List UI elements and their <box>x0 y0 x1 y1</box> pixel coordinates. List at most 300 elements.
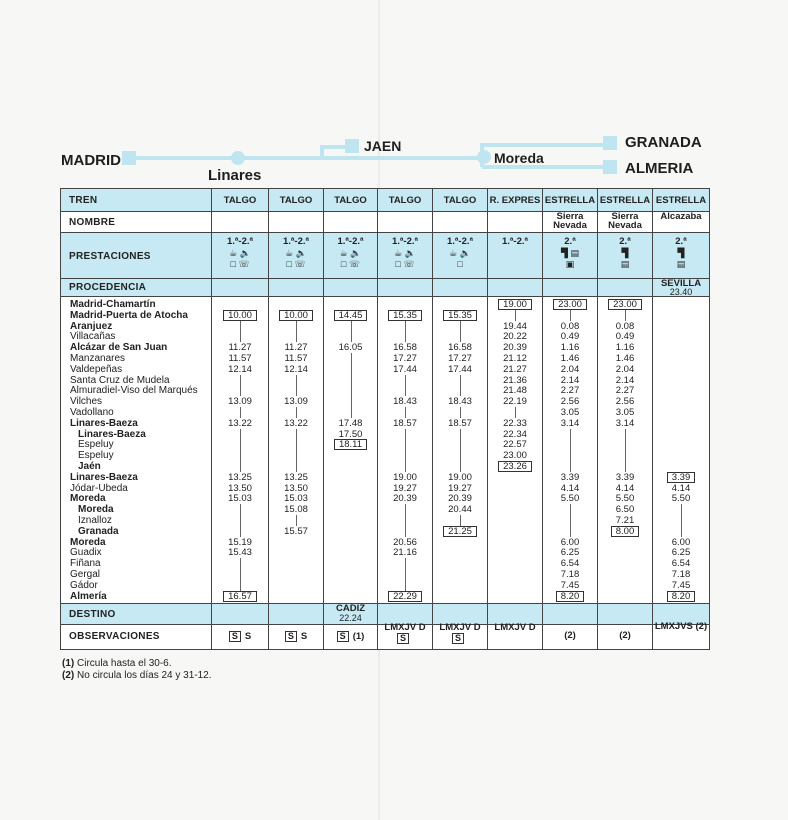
pass-through-line <box>405 504 406 536</box>
moreda-node <box>477 150 491 164</box>
time-value: 2.04 <box>615 363 635 375</box>
footnote <box>62 658 212 670</box>
time-value: 3.05 <box>560 407 580 418</box>
time-value: 6.50 <box>615 504 635 516</box>
daily-badge: S <box>452 633 464 644</box>
city-jaen: JAEN <box>364 138 402 154</box>
pass-through-line <box>460 375 461 397</box>
departure-time <box>543 591 597 602</box>
time-value: 10.00 <box>223 310 257 321</box>
route-line-main <box>122 156 482 160</box>
pass-through-line <box>296 429 297 472</box>
time-value: 19.00 <box>393 471 417 483</box>
departure-time <box>269 493 323 504</box>
departure-time <box>488 375 542 386</box>
time-value: 20.44 <box>448 504 472 516</box>
time-value: 17.27 <box>448 353 472 364</box>
time-value: 15.03 <box>284 493 308 505</box>
departure-time <box>433 483 487 494</box>
departure-time <box>598 299 652 310</box>
time-value: 2.14 <box>560 374 580 386</box>
station-name: Manzanares <box>70 353 126 364</box>
label-prestaciones: PRESTACIONES <box>69 251 151 262</box>
departure-time <box>433 526 487 537</box>
audio-icon: 🔈 <box>239 248 251 258</box>
pass-through-line <box>240 321 241 343</box>
pass-through-line <box>460 429 461 472</box>
departure-time <box>488 461 542 472</box>
departure-time <box>433 353 487 364</box>
station-name: Vadollano <box>70 407 114 418</box>
station-name: Espeluy <box>78 450 114 462</box>
observations-text: (1) <box>352 631 365 642</box>
departure-time <box>488 385 542 396</box>
column-divider <box>652 189 653 649</box>
time-value: 11.57 <box>228 353 252 364</box>
time-value: 2.27 <box>560 385 580 397</box>
train-class: 1.ª-2.ª <box>501 236 529 247</box>
time-value: 13.50 <box>228 482 252 494</box>
label-tren: TREN <box>69 195 98 206</box>
linares-node <box>231 151 245 165</box>
departure-time <box>653 537 709 548</box>
observations-text: LMXJVS (2) <box>654 621 708 632</box>
departure-time <box>212 493 268 504</box>
destination-station: CADIZ <box>335 603 366 614</box>
origin-station: SEVILLA <box>660 278 702 289</box>
departure-time <box>433 504 487 515</box>
departure-time <box>598 407 652 418</box>
station-name: Linares-Baeza <box>78 428 146 440</box>
departure-time <box>598 396 652 407</box>
time-value: 13.50 <box>284 482 308 494</box>
footnote-mark: (2) <box>62 670 75 681</box>
departure-time <box>598 353 652 364</box>
observations <box>324 631 377 642</box>
time-value: 2.56 <box>560 396 580 408</box>
daily-badge: S <box>285 631 297 642</box>
time-value: 0.49 <box>560 331 580 343</box>
phone-icon: ☏ <box>403 259 415 269</box>
bed-icon: ▜ <box>621 248 629 258</box>
departure-time <box>653 558 709 569</box>
departure-time <box>212 483 268 494</box>
time-value: 20.22 <box>503 331 527 343</box>
departure-time <box>378 396 432 407</box>
departure-time <box>324 439 377 450</box>
departure-time <box>598 385 652 396</box>
observations-text: LMXJV D <box>439 622 481 633</box>
time-value: 6.54 <box>560 558 580 570</box>
station-name: Moreda <box>70 536 106 548</box>
cafe-icon: ☕ <box>394 248 403 258</box>
column-divider <box>268 189 269 649</box>
time-value: 13.25 <box>228 471 252 483</box>
pass-through-line <box>460 321 461 343</box>
time-value: 0.08 <box>560 320 580 332</box>
time-value: 20.39 <box>448 493 472 505</box>
station-name: Vilches <box>70 396 103 408</box>
departure-time <box>324 418 377 429</box>
train-type: TALGO <box>388 195 422 206</box>
observations <box>488 623 542 633</box>
departure-time <box>212 342 268 353</box>
departure-time <box>543 342 597 353</box>
station-name: Fiñana <box>70 558 101 570</box>
departure-time <box>488 364 542 375</box>
services-icon <box>653 248 709 270</box>
station-name: Jaén <box>78 461 101 472</box>
departure-time <box>324 429 377 440</box>
timetable <box>60 188 710 650</box>
train-class: 2.ª <box>619 236 631 247</box>
station-name: Gergal <box>70 569 101 580</box>
departure-time <box>543 537 597 548</box>
departure-time <box>543 472 597 483</box>
time-value: 7.45 <box>671 579 691 591</box>
time-value: 16.05 <box>338 342 363 354</box>
services-icon <box>212 248 268 270</box>
audio-icon: 🔈 <box>459 248 471 258</box>
jaen-node <box>345 139 359 153</box>
time-value: 16.57 <box>223 591 257 602</box>
pass-through-line <box>240 429 241 472</box>
departure-time <box>269 342 323 353</box>
time-value: 11.57 <box>284 353 308 364</box>
station-name: Almuradiel-Viso del Marqués <box>70 385 198 397</box>
city-granada: GRANADA <box>625 134 702 151</box>
route-line-granada <box>480 143 606 147</box>
train-type: TALGO <box>334 195 367 206</box>
time-value: 3.39 <box>615 471 635 483</box>
time-value: 18.11 <box>334 439 367 450</box>
time-value: 5.50 <box>560 493 580 505</box>
column-divider <box>377 189 378 649</box>
pass-through-line <box>570 429 571 472</box>
time-value: 6.54 <box>671 558 691 570</box>
departure-time <box>269 364 323 375</box>
pass-through-line <box>625 310 626 321</box>
departure-time <box>212 537 268 548</box>
pass-through-line <box>405 407 406 418</box>
couchette-icon: ▤ <box>570 248 579 258</box>
pass-through-line <box>681 504 682 536</box>
observations <box>269 631 323 642</box>
train-name: Sierra Nevada <box>608 211 642 231</box>
departure-time <box>543 569 597 580</box>
departure-time <box>378 493 432 504</box>
pass-through-line <box>351 321 352 343</box>
departure-time <box>653 493 709 504</box>
column-divider <box>597 189 598 649</box>
departure-time <box>378 591 432 602</box>
observations-text: (2) <box>619 630 631 641</box>
time-value: 18.57 <box>448 417 472 429</box>
departure-time <box>269 310 323 321</box>
origin-time: 23.40 <box>669 287 693 297</box>
time-value: 22.34 <box>503 428 527 440</box>
departure-time <box>598 515 652 526</box>
departure-time <box>378 418 432 429</box>
couchette-icon: ▤ <box>676 259 686 269</box>
column-divider <box>542 189 543 649</box>
pass-through-line <box>240 407 241 418</box>
phone-icon: ☏ <box>348 259 361 269</box>
departure-time <box>433 472 487 483</box>
time-value: 23.00 <box>503 450 527 462</box>
train-type: TALGO <box>223 195 257 206</box>
train-type: R. EXPRES <box>489 195 541 206</box>
city-linares: Linares <box>208 167 262 184</box>
departure-time <box>269 418 323 429</box>
pass-through-line <box>296 515 297 526</box>
time-value: 22.57 <box>503 439 527 451</box>
time-value: 11.27 <box>284 342 308 354</box>
services-icon <box>378 248 432 270</box>
station-name: Almería <box>70 590 107 602</box>
departure-time <box>324 310 377 321</box>
departure-time <box>543 364 597 375</box>
time-value: 3.39 <box>560 471 580 483</box>
bed-icon: ▜ <box>677 248 685 258</box>
departure-time <box>488 331 542 342</box>
time-value: 2.56 <box>615 396 635 408</box>
departure-time <box>433 342 487 353</box>
observations <box>598 631 652 641</box>
services-icon <box>598 248 652 270</box>
station-name: Gádor <box>70 579 98 591</box>
station-name: Iznalloz <box>78 515 112 526</box>
departure-time <box>488 342 542 353</box>
time-value: 1.16 <box>615 342 635 354</box>
cafe-icon: ☕ <box>449 248 458 258</box>
services-icon <box>324 248 377 270</box>
departure-time <box>488 429 542 440</box>
time-value: 7.45 <box>560 579 580 591</box>
time-value: 7.18 <box>671 569 691 580</box>
time-value: 21.25 <box>443 526 477 537</box>
pass-through-line <box>296 407 297 418</box>
phone-icon: ☏ <box>238 259 250 269</box>
daily-badge: S <box>397 633 409 644</box>
departure-time <box>598 331 652 342</box>
city-moreda: Moreda <box>494 150 544 166</box>
audio-icon: 🔈 <box>404 248 416 258</box>
departure-time <box>433 418 487 429</box>
city-madrid: MADRID <box>61 152 121 169</box>
time-value: 15.35 <box>443 310 477 321</box>
time-value: 17.44 <box>448 363 472 375</box>
time-value: 15.35 <box>388 310 422 321</box>
station-name: Moreda <box>78 504 114 516</box>
departure-time <box>433 396 487 407</box>
time-value: 13.09 <box>228 396 252 408</box>
time-value: 4.14 <box>671 482 691 494</box>
footnotes <box>62 658 212 682</box>
departure-time <box>543 547 597 558</box>
departure-time <box>378 472 432 483</box>
departure-time <box>543 375 597 386</box>
video-icon: □ <box>230 259 236 269</box>
time-value: 20.39 <box>393 493 417 505</box>
departure-time <box>488 439 542 450</box>
time-value: 1.46 <box>560 353 580 364</box>
time-value: 2.14 <box>615 374 635 386</box>
time-value: 6.25 <box>560 547 580 559</box>
departure-time <box>378 364 432 375</box>
station-name: Valdepeñas <box>70 363 123 375</box>
pass-through-line <box>405 429 406 472</box>
time-value: 23.00 <box>608 299 642 310</box>
pass-through-line <box>240 375 241 397</box>
time-value: 4.14 <box>615 482 635 494</box>
pass-through-line <box>240 558 241 590</box>
departure-time <box>488 353 542 364</box>
time-value: 11.27 <box>228 342 252 354</box>
time-value: 10.00 <box>279 310 313 321</box>
time-value: 19.44 <box>503 320 527 332</box>
pass-through-line <box>405 321 406 343</box>
departure-time <box>543 353 597 364</box>
departure-time <box>212 396 268 407</box>
departure-time <box>653 483 709 494</box>
departure-time <box>212 472 268 483</box>
time-value: 12.14 <box>284 363 308 375</box>
departure-time <box>543 558 597 569</box>
video-icon: □ <box>340 259 347 269</box>
time-value: 3.05 <box>615 407 635 418</box>
observations <box>653 622 709 632</box>
departure-time <box>269 396 323 407</box>
departure-time <box>378 537 432 548</box>
departure-time <box>269 483 323 494</box>
time-value: 8.20 <box>556 591 585 602</box>
departure-time <box>543 385 597 396</box>
time-value: 6.00 <box>560 536 580 548</box>
departure-time <box>543 299 597 310</box>
departure-time <box>598 364 652 375</box>
departure-time <box>653 569 709 580</box>
departure-time <box>653 591 709 602</box>
time-value: 16.58 <box>448 342 472 354</box>
car-icon: ▣ <box>565 259 575 269</box>
band-destino <box>61 603 709 624</box>
destination-time: 22.24 <box>339 613 362 623</box>
time-value: 4.14 <box>560 482 580 494</box>
observations-text: S <box>244 631 252 642</box>
bed-icon: ▜ <box>561 248 568 258</box>
time-value: 21.27 <box>503 363 527 375</box>
label-procedencia: PROCEDENCIA <box>69 282 147 293</box>
time-value: 13.25 <box>284 471 308 483</box>
time-value: 21.16 <box>393 547 417 559</box>
video-icon: □ <box>286 259 292 269</box>
departure-time <box>488 321 542 332</box>
train-type: TALGO <box>443 195 477 206</box>
pass-through-line <box>625 429 626 472</box>
route-diagram <box>0 0 788 190</box>
departure-time <box>269 504 323 515</box>
time-value: 17.48 <box>338 417 363 429</box>
time-value: 8.00 <box>611 526 640 537</box>
time-value: 13.22 <box>228 417 252 429</box>
cafe-icon: ☕ <box>339 248 348 258</box>
time-value: 6.00 <box>671 536 691 548</box>
station-name: Linares-Baeza <box>70 417 138 429</box>
departure-time <box>212 364 268 375</box>
train-class: 1.ª-2.ª <box>391 236 419 247</box>
time-value: 19.00 <box>448 471 472 483</box>
train-class: 1.ª-2.ª <box>337 236 364 247</box>
departure-time <box>378 353 432 364</box>
time-value: 1.16 <box>560 342 580 354</box>
departure-time <box>653 580 709 591</box>
phone-icon: ☏ <box>294 259 306 269</box>
pass-through-line <box>240 504 241 536</box>
time-value: 15.57 <box>284 525 308 537</box>
services-icon <box>433 248 487 270</box>
departure-time <box>543 331 597 342</box>
time-value: 17.50 <box>338 428 363 440</box>
pass-through-line <box>460 515 461 526</box>
departure-time <box>543 580 597 591</box>
departure-time <box>598 418 652 429</box>
time-value: 13.22 <box>284 417 308 429</box>
departure-time <box>543 321 597 332</box>
departure-time <box>378 483 432 494</box>
audio-icon: 🔈 <box>295 248 307 258</box>
column-divider <box>211 189 212 649</box>
train-type: ESTRELLA <box>544 195 596 206</box>
departure-time <box>433 310 487 321</box>
observations-text: (2) <box>564 630 576 641</box>
column-divider <box>432 189 433 649</box>
departure-time <box>598 483 652 494</box>
time-value: 17.27 <box>393 353 417 364</box>
time-value: 16.58 <box>393 342 417 354</box>
daily-badge: S <box>229 631 241 642</box>
time-value: 19.00 <box>498 299 532 310</box>
time-value: 23.00 <box>553 299 587 310</box>
train-type: TALGO <box>279 195 313 206</box>
train-type: ESTRELLA <box>599 195 651 206</box>
observations <box>433 623 487 644</box>
time-value: 23.26 <box>498 461 532 472</box>
almeria-node <box>603 160 617 174</box>
time-value: 22.33 <box>503 417 527 429</box>
video-icon: □ <box>395 259 401 269</box>
time-value: 7.18 <box>560 569 580 580</box>
departure-time <box>543 396 597 407</box>
time-value: 2.27 <box>615 385 635 397</box>
station-name: Granada <box>78 525 119 537</box>
train-class: 1.ª-2.ª <box>446 236 474 247</box>
time-value: 6.25 <box>671 547 691 559</box>
time-value: 15.03 <box>228 493 252 505</box>
station-name: Jódar-Ubeda <box>70 482 128 494</box>
time-value: 19.27 <box>448 482 472 494</box>
departure-time <box>212 353 268 364</box>
granada-node <box>603 136 617 150</box>
train-type: ESTRELLA <box>655 195 707 206</box>
train-class: 1.ª-2.ª <box>282 236 310 247</box>
departure-time <box>653 472 709 483</box>
pass-through-line <box>296 375 297 397</box>
footnote <box>62 670 212 682</box>
time-value: 1.46 <box>615 353 635 364</box>
departure-time <box>543 418 597 429</box>
daily-badge: S <box>337 631 349 642</box>
